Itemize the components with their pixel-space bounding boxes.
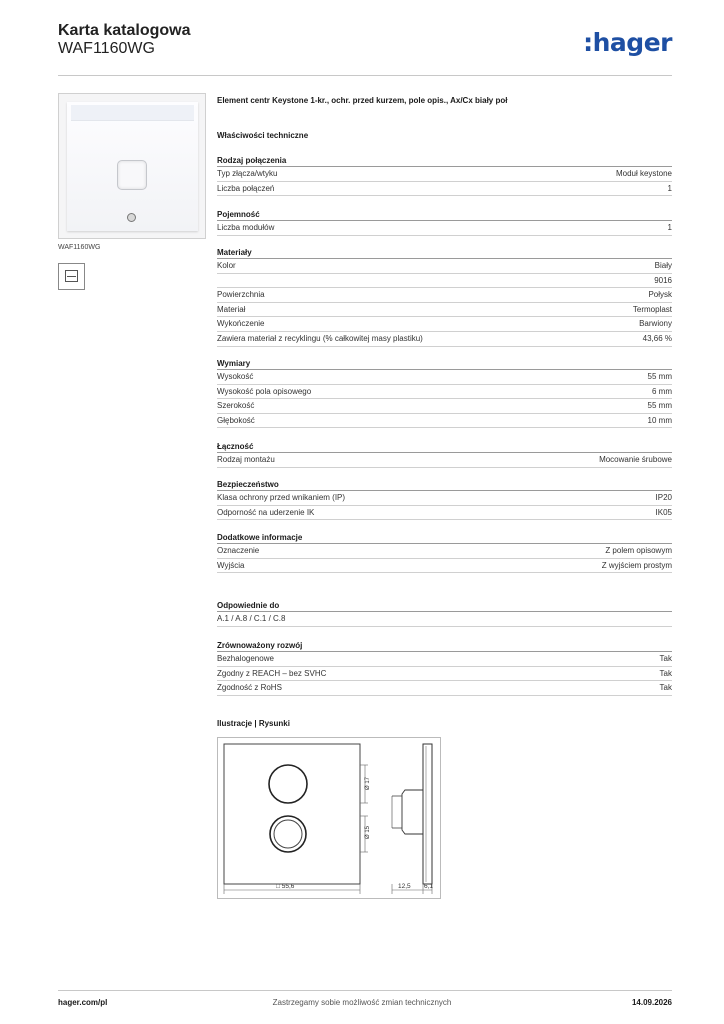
section-additional-info — [217, 532, 672, 573]
spec-label: Wysokość — [217, 372, 254, 381]
spec-value: IP20 — [655, 493, 672, 502]
socket-circle-inner — [274, 820, 302, 848]
spec-label: Wykończenie — [217, 319, 265, 329]
product-code: WAF1160WG — [58, 40, 155, 57]
spec-value: 9016 — [654, 275, 672, 285]
product-description: Element centr Keystone 1-kr., ochr. przed kurzem, pole opis., Ax/Cx biały poł — [217, 96, 508, 105]
spec-label: Liczba połączeń — [217, 183, 275, 193]
section-title: Rodzaj połączenia — [217, 155, 672, 167]
section-title: Bezpieczeństwo — [217, 479, 672, 491]
product-thumbnail-icon[interactable] — [58, 263, 85, 290]
product-image — [58, 93, 206, 239]
drawing-svg — [218, 738, 442, 900]
spec-value: Mocowanie śrubowe — [599, 455, 672, 464]
dim-d15-label: Ø 15 — [365, 825, 371, 839]
spec-label: Zgodność z RoHS — [217, 683, 282, 693]
spec-row — [217, 399, 672, 414]
spec-value: Połysk — [648, 290, 672, 300]
spec-value: 1 — [667, 223, 672, 232]
section-title: Pojemność — [217, 209, 672, 221]
footer-website-link[interactable]: hager.com/pl — [58, 998, 108, 1007]
keystone-socket — [117, 160, 147, 190]
spec-row — [217, 612, 672, 627]
socket-circle-outer — [270, 816, 306, 852]
spec-label: Szerokość — [217, 401, 255, 411]
spec-label: Materiał — [217, 304, 246, 314]
section-title: Odpowiednie do — [217, 600, 672, 612]
spec-row — [217, 385, 672, 400]
spec-label: Powierzchnia — [217, 290, 265, 300]
spec-value: Tak — [659, 654, 672, 663]
dim-depth-label: 12,5 — [398, 883, 411, 890]
page-title: Karta katalogowa — [58, 22, 191, 39]
section-connectivity — [217, 441, 672, 468]
spec-label: Głębokość — [217, 415, 255, 425]
spec-row — [217, 167, 672, 182]
spec-row — [217, 370, 672, 385]
section-sustainability — [217, 640, 672, 696]
illustrations-title: Ilustracje | Rysunki — [217, 719, 290, 728]
section-suitable-for — [217, 600, 672, 627]
dim-plate-label: 6,1 — [424, 883, 434, 890]
spec-label: Typ złącza/wtyku — [217, 169, 278, 178]
spec-label: A.1 / A.8 / C.1 / C.8 — [217, 614, 286, 623]
section-title: Łączność — [217, 441, 672, 453]
spec-row — [217, 491, 672, 506]
technical-drawing — [217, 737, 441, 899]
spec-value: 10 mm — [647, 415, 672, 425]
screw-icon — [127, 213, 136, 222]
spec-value: Z polem opisowym — [605, 546, 672, 555]
section-title: Wymiary — [217, 358, 672, 370]
spec-value: Tak — [659, 683, 672, 693]
spec-label: Odporność na uderzenie IK — [217, 507, 315, 517]
section-title: Dodatkowe informacje — [217, 532, 672, 544]
footer-note: Zastrzegamy sobie możliwość zmian technicznych — [272, 998, 452, 1007]
section-dimensions — [217, 358, 672, 428]
spec-value: Moduł keystone — [615, 169, 672, 178]
section-capacity — [217, 209, 672, 236]
section-connection-type — [217, 155, 672, 196]
spec-value: Tak — [659, 668, 672, 678]
section-title: Materiały — [217, 247, 672, 259]
dim-d17-label: Ø 17 — [365, 776, 371, 790]
product-plate — [67, 102, 198, 231]
spec-row — [217, 667, 672, 682]
spec-label: Liczba modułów — [217, 223, 275, 232]
spec-value: Biały — [654, 261, 672, 270]
spec-label: Wyjścia — [217, 560, 245, 570]
dim-width-label: □ 55,6 — [276, 883, 295, 890]
spec-row — [217, 259, 672, 274]
spec-row — [217, 652, 672, 667]
spec-row — [217, 288, 672, 303]
footer-divider — [58, 990, 672, 991]
spec-row — [217, 544, 672, 559]
spec-row — [217, 414, 672, 429]
product-image-caption: WAF1160WG — [58, 244, 101, 251]
spec-row — [217, 453, 672, 468]
spec-value: 6 mm — [652, 386, 672, 396]
spec-row — [217, 303, 672, 318]
spec-label: Bezhalogenowe — [217, 654, 274, 663]
footer-date: 14.09.2026 — [631, 998, 672, 1007]
side-view-insert — [402, 790, 423, 834]
spec-row — [217, 559, 672, 574]
section-materials — [217, 247, 672, 347]
side-view-plate — [423, 744, 432, 884]
spec-value: Barwiony — [639, 319, 672, 329]
spec-value: Z wyjściem prostym — [601, 560, 672, 570]
spec-value: 1 — [667, 183, 672, 193]
hager-logo: :hager — [583, 28, 672, 57]
header-divider — [58, 75, 672, 76]
spec-value: Termoplast — [632, 304, 672, 314]
outer-circle — [269, 765, 307, 803]
label-field — [71, 105, 194, 121]
spec-row — [217, 681, 672, 696]
spec-label: Zgodny z REACH – bez SVHC — [217, 668, 327, 678]
spec-value: IK05 — [655, 507, 672, 517]
spec-value: 55 mm — [647, 401, 672, 411]
spec-label: Zawiera materiał z recyklingu (% całkowitej masy plastiku) — [217, 333, 423, 343]
spec-value: 55 mm — [647, 372, 672, 381]
spec-row — [217, 317, 672, 332]
spec-label: Oznaczenie — [217, 546, 260, 555]
spec-label: Rodzaj montażu — [217, 455, 275, 464]
section-safety — [217, 479, 672, 520]
spec-row — [217, 274, 672, 289]
spec-row — [217, 182, 672, 197]
spec-row — [217, 506, 672, 521]
properties-title: Właściwości techniczne — [217, 131, 309, 140]
spec-label: Kolor — [217, 261, 236, 270]
section-title: Zrównoważony rozwój — [217, 640, 672, 652]
spec-row — [217, 221, 672, 236]
socket-symbol-icon — [65, 270, 78, 282]
spec-row — [217, 332, 672, 347]
spec-label: Wysokość pola opisowego — [217, 386, 312, 396]
spec-label: Klasa ochrony przed wnikaniem (IP) — [217, 493, 346, 502]
spec-value: 43,66 % — [642, 333, 672, 343]
